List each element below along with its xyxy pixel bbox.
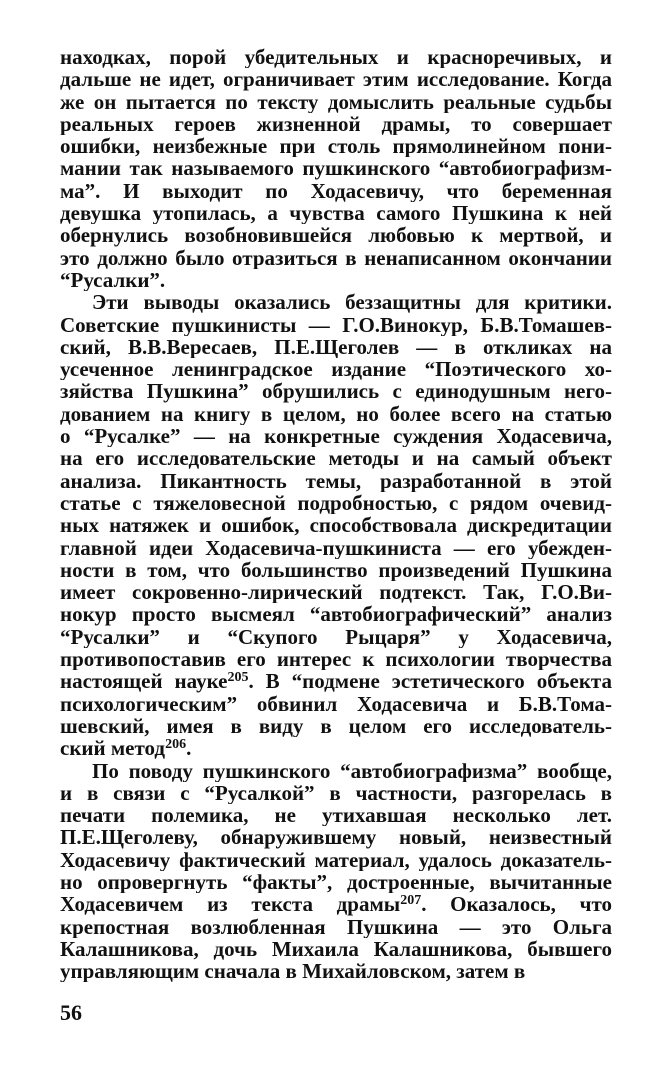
text-line: ма”. И выходит по Ходасевичу, что беременная <box>60 179 612 203</box>
footnote-marker: 206 <box>165 737 187 753</box>
paragraph <box>60 46 612 291</box>
text-line: анализа. Пикантность темы, разработанной в этой <box>60 469 612 492</box>
page-number: 56 <box>60 1000 82 1025</box>
text-line: крепостная возлюбленная Пушкина — это Ольга <box>60 915 612 938</box>
text-line: ский метод$^{206}$. <box>60 737 192 760</box>
paragraph <box>60 291 612 759</box>
text-line: о “Русалке” — на конкретные суждения Ходасевича, <box>60 425 612 448</box>
text-line: дальше не идет, ограничивает этим исследование. Когда <box>60 68 612 91</box>
text-line: реальных героев жизненной драмы, то совершает <box>60 112 612 136</box>
text-line: П.Е.Щеголеву, обнаружившему новый, неизвестный <box>60 826 612 849</box>
text-line: но опровергнуть “факты”, достроенные, вычитанные <box>60 870 612 894</box>
text-line: находках, порой убедительных и красноречивых, и <box>60 46 612 69</box>
text-line: зяйства Пушкина” обрушились с единодушным него- <box>60 380 612 403</box>
text-line: статье с тяжеловесной подробностью, с рядом очевид- <box>60 491 612 515</box>
text-line: ошибки, неизбежные при столь прямолинейном пони- <box>60 135 612 158</box>
text-line: ности в том, что большинство произведений Пушкина <box>60 558 612 582</box>
text-line: “Русалки”. <box>60 268 166 292</box>
text-line: Ходасевичу фактический материал, удалось доказатель- <box>60 848 612 871</box>
text-line: “Русалки” и “Скупого Рыцаря” у Ходасевича, <box>60 625 612 649</box>
text-line: и в связи с “Русалкой” в частности, разгорелась в <box>60 781 612 805</box>
text-line: печати полемика, не утихавшая несколько лет. <box>60 804 612 827</box>
footnote-marker: 207 <box>400 893 422 909</box>
text-line: настоящей науке$^{205}$. В “подмене эстетического объекта <box>60 670 612 693</box>
text-line: Советские пушкинисты — Г.О.Винокур, Б.В.Томашев- <box>60 313 612 336</box>
text-line: Калашникова, дочь Михаила Калашникова, бывшего <box>60 937 612 961</box>
text-line: мании так называемого пушкинского “автобиографизм- <box>60 157 612 180</box>
text-line: обернулись возобновившейся любовью к мертвой, и <box>60 224 612 247</box>
text-line: дованием на книгу в целом, но более всего на статью <box>60 402 612 426</box>
text-line: на его исследовательские методы и на самый объект <box>60 447 612 470</box>
text-line: нокур просто высмеял “автобиографический” анализ <box>60 603 612 626</box>
text-line: ский, В.В.Вересаев, П.Е.Щеголев — в откликах на <box>60 335 612 359</box>
text-line: Эти выводы оказались беззащитны для критики. <box>92 291 612 314</box>
text-line: ных натяжек и ошибок, способствовала дискредитации <box>60 514 612 537</box>
text-line: шевский, имея в виду в целом его исследователь- <box>60 714 612 738</box>
text-line: Ходасевичем из текста драмы$^{207}$. Оказалось, что <box>60 893 612 916</box>
text-line: имеет сокровенно-лирический подтекст. Так, Г.О.Ви- <box>60 581 612 604</box>
text-line: управляющим сначала в Михайловском, затем в <box>60 960 526 983</box>
text-line: же он пытается по тексту домыслить реальные судьбы <box>60 90 612 113</box>
text-line: По поводу пушкинского “автобиографизма” вообще, <box>92 759 612 782</box>
paragraph <box>60 760 612 983</box>
text-line: девушка утопилась, а чувства самого Пушкина к ней <box>60 202 612 225</box>
text-line: противопоставив его интерес к психологии творчества <box>60 648 612 671</box>
body-text <box>60 46 612 982</box>
text-line: главной идеи Ходасевича-пушкиниста — его убежден- <box>60 536 612 559</box>
text-line: психологическим” обвинил Ходасевича и Б.В.Тома- <box>60 692 612 715</box>
footnote-marker: 205 <box>227 670 249 686</box>
text-line: это должно было отразиться в ненаписанном окончании <box>60 246 612 269</box>
text-line: усеченное ленинградское издание “Поэтического хо- <box>60 358 612 381</box>
